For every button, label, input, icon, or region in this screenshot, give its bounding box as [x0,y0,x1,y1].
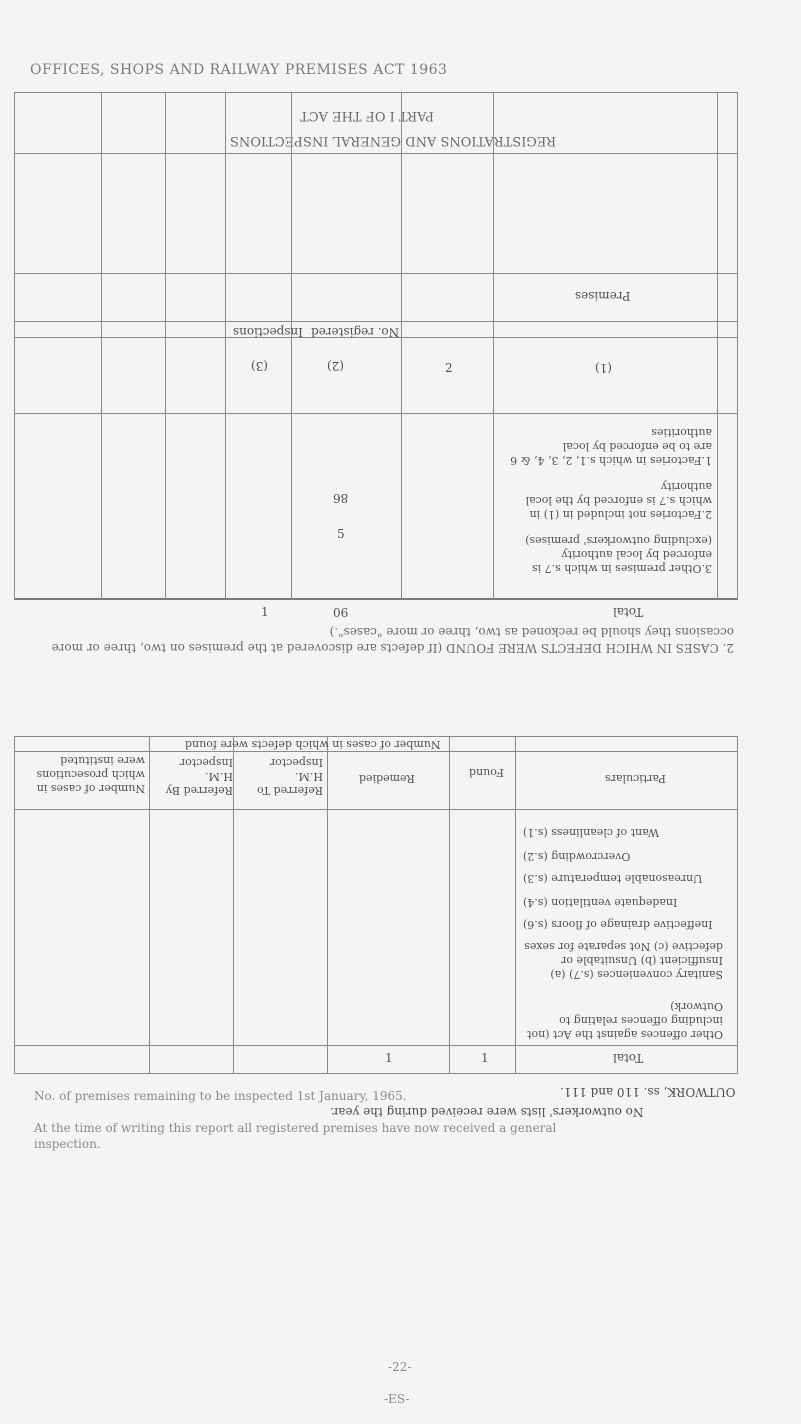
premises-header: Premises [575,289,631,303]
t2-row-3: Unreasonable temperature (s.3) [523,872,703,885]
inspections-header: Inspections [233,325,303,339]
section-subtitle: REGISTRATIONS AND GENERAL INSPECTIONS [230,133,557,148]
outwork-text: No outworkers' lists were received during the year. [330,1105,644,1119]
t2-col-prosecutions: Number of cases in which prosecutions were instituted [36,754,145,795]
t2-col-referred-to: Referred To H.M. Inspector [256,756,323,797]
t2-total-remedied: 1 [385,1051,393,1065]
t2-row-5: Ineffective drainage of floors (s.6) [523,918,713,931]
defects-table [14,736,738,1074]
table1-total-insp: 1 [261,605,269,619]
outwork-heading: OUTWORK, ss. 110 and 111. [560,1085,736,1099]
t2-row-6: Sanitary conveniences (s.7) (a) Insufficient (b) Unsuitable or defective (c) Not separate for sexes [524,940,723,981]
t2-row-2: Overcrowding (s.2) [523,850,631,863]
table1-row-3-reg: 5 [337,527,345,541]
registered-header: No. registered [311,325,400,339]
table1-row-1-label: 1.Factories in which s.1, 2, 3, 4, & 6 are to be enforced by local authorities [510,426,712,467]
t2-total-label: Total [613,1051,644,1065]
t2-col-found: Found [469,766,504,779]
t2-col-particulars: Particulars [605,772,666,785]
premises-sub: (1) [595,361,612,375]
table1-total-label: Total [613,605,644,619]
t2-total-found: 1 [481,1051,489,1065]
t2-col-remedied: Remedied [359,772,415,785]
registered-sub: (2) [327,359,344,373]
remaining-premises-note: No. of premises remaining to be inspected 1st January, 1965. [34,1089,407,1103]
col2-header: 2 [445,361,453,375]
general-inspection-note: At the time of writing this report all registered premises have now received a general inspection. [34,1121,557,1151]
defects-note: 2. CASES IN WHICH DEFECTS WERE FOUND (If defects are discovered at the premises on two, three or more occasions they should be reckoned as two, three or more "cases".) [51,625,734,655]
inspections-sub: (3) [251,359,268,373]
document-heading: OFFICES, SHOPS AND RAILWAY PREMISES ACT 1963 [30,62,448,78]
t2-row-7: Other offences against the Act (not including offences relating to Outwork) [527,1000,723,1041]
page-number: -22- [388,1360,412,1374]
t2-header-group: Number of cases in which defects were found [185,738,441,751]
table1-row-2-reg: 86 [333,491,349,505]
section-title: PART I OF THE ACT [300,108,435,123]
t2-row-1: Want of cleanliness (s.1) [523,826,660,839]
t2-row-4: Inadequate ventilation (s.4) [523,896,678,909]
table1-row-2-label: 2.Factories not included in (1) in which s.7 is enforced by the local authority [525,480,712,521]
registrations-table [14,92,738,619]
t2-col-referred-by: Referred By H.M. Inspector [165,756,233,797]
table1-row-3-label: 3.Other premises in which s.7 is enforced by local authority (excluding outworkers' premises) [525,534,712,575]
table1-total-reg: 90 [333,605,349,619]
page-number-mirror: -ES- [384,1392,410,1406]
